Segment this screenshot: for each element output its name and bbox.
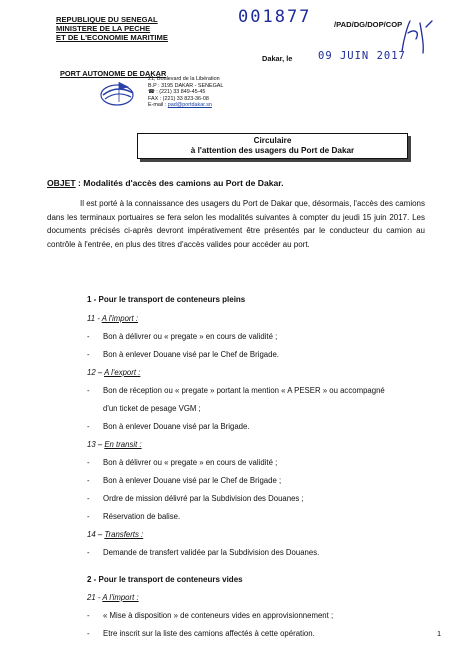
intro-paragraph: [47, 197, 425, 251]
address-street: 21, Boulevard de la Libération: [148, 76, 220, 82]
list-item: - Réservation de balise.: [87, 512, 181, 521]
header-line: ET DE L'ECONOMIE MARITIME: [56, 33, 168, 43]
header-line: REPUBLIQUE DU SENEGAL: [56, 15, 158, 24]
list-item: - Etre inscrit sur la liste des camions affectés à cette opération.: [87, 629, 315, 638]
list-item: - Bon à enlever Douane visé par le Chef de Brigade.: [87, 350, 279, 359]
header-line: MINISTERE DE LA PECHE: [56, 24, 151, 34]
list-item: - Bon à délivrer ou « pregate » en cours de validité ;: [87, 458, 278, 467]
list-item: - Bon à délivrer ou « pregate » en cours de validité ;: [87, 332, 278, 341]
date-label: Dakar, le: [262, 54, 293, 63]
intro-text: Il est porté à la connaissance des usagers du Port de Dakar que, désormais, l'accès des camions dans les terminaux portuaires se fera selon les modalités suivantes à compter du jeudi 15 juin 2017. Les documents précisés ci-après devront impérativement être présentés par le conducteur du camion au contrôle à l'entrée, en plus des titres d'accès valides pour accéder au port.: [47, 199, 425, 249]
list-item-continuation: d'un ticket de pesage VGM ;: [103, 404, 201, 413]
list-item: - Bon à enlever Douane visé par la Brigade.: [87, 422, 250, 431]
page-number: 1: [437, 629, 442, 638]
address-fax: FAX : (221) 33 823-36-08: [148, 95, 209, 102]
list-item: - Demande de transfert validée par la Subdivision des Douanes.: [87, 548, 320, 557]
circular-title: Circulaire: [253, 136, 292, 145]
registration-number: 001877: [238, 7, 312, 27]
reference-code: /PAD/DG/DOP/COP: [334, 20, 403, 29]
section-1-title: 1 - Pour le transport de conteneurs pleins: [87, 295, 246, 304]
date-stamp: 09 JUIN 2017: [318, 50, 406, 62]
subsection-13: 13 – En transit :: [87, 440, 142, 449]
port-logo-icon: [99, 78, 137, 108]
subject-line: [47, 178, 284, 188]
subsection-11: 11 - A l'import :: [87, 314, 139, 323]
section-2-title: 2 - Pour le transport de conteneurs vides: [87, 575, 243, 584]
letterhead: [56, 15, 168, 43]
port-name: PORT AUTONOME DE DAKAR: [60, 69, 167, 78]
circular-subtitle: à l'attention des usagers du Port de Dakar: [190, 146, 355, 155]
email-link[interactable]: pad@portdakar.sn: [167, 102, 212, 109]
subject-label: OBJET: [47, 178, 76, 188]
address-tel: ☎ : (221) 33 849-45-45: [148, 89, 206, 96]
address-email-row: [148, 102, 223, 109]
list-item: - « Mise à disposition » de conteneurs vides en approvisionnement ;: [87, 611, 334, 620]
subsection-21: 21 - A l'import :: [87, 593, 139, 602]
address-block: [148, 76, 223, 109]
email-label: E-mail :: [148, 102, 168, 109]
circular-title-box: [137, 133, 408, 159]
subject-text: : Modalités d'accès des camions au Port de Dakar.: [75, 178, 284, 188]
subsection-12: 12 – A l'export :: [87, 368, 141, 377]
subsection-14: 14 – Transferts :: [87, 530, 144, 539]
list-item: - Ordre de mission délivré par la Subdivision des Douanes ;: [87, 494, 304, 503]
list-item: - Bon de réception ou « pregate » portant la mention « A PESER » ou accompagné: [87, 386, 385, 395]
list-item: - Bon à enlever Douane visé par le Chef de Brigade ;: [87, 476, 282, 485]
address-bp: B.P : 3195 DAKAR - SENEGAL: [148, 82, 224, 89]
